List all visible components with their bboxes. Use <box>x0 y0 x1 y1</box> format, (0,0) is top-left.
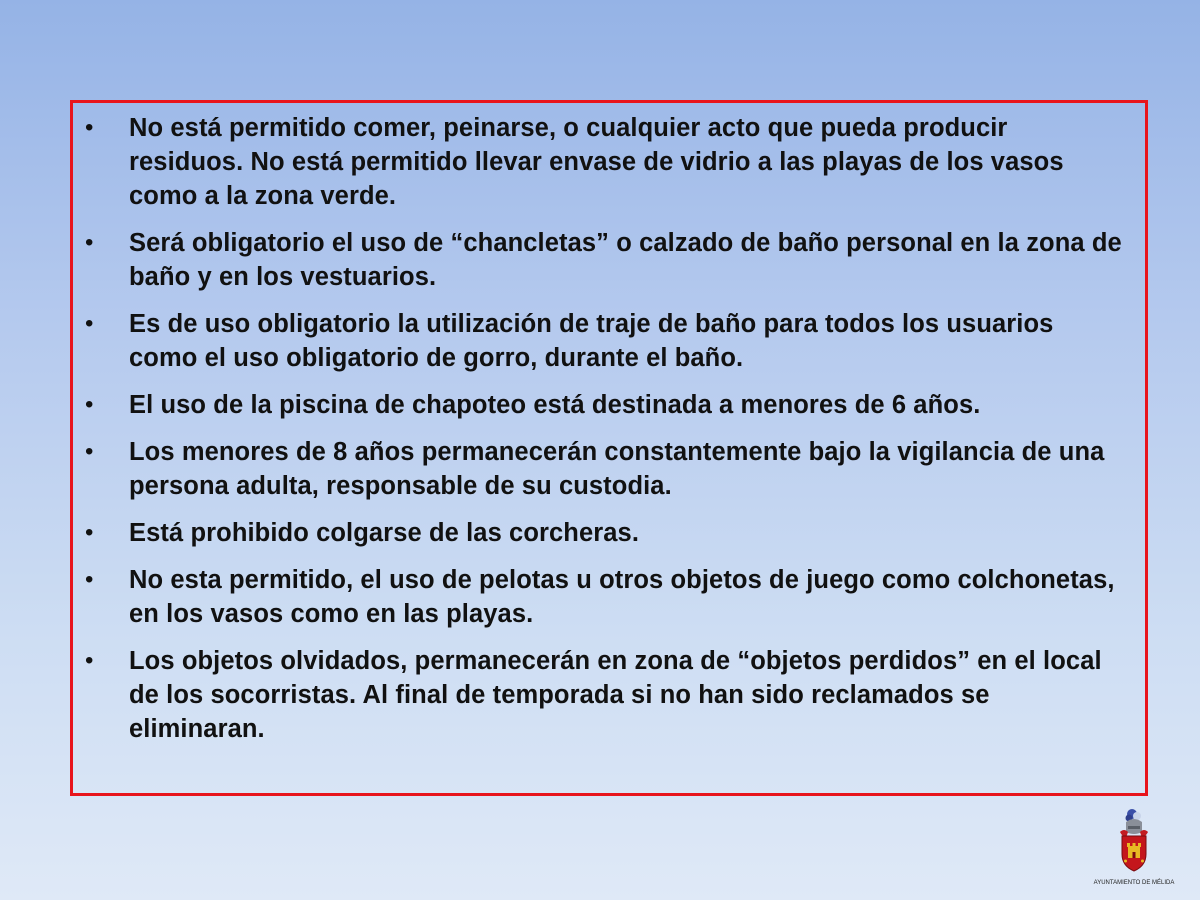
rule-item <box>73 644 1125 746</box>
bullet: • <box>85 310 94 337</box>
bullet: • <box>85 566 94 593</box>
bullet: • <box>85 391 94 418</box>
bullet: • <box>85 438 94 465</box>
rules-box <box>70 100 1148 796</box>
rule-text: Está prohibido colgarse de las corcheras. <box>129 519 640 547</box>
rule-item <box>73 563 1125 631</box>
bullet: • <box>85 647 94 674</box>
rule-item <box>73 111 1125 213</box>
bullet: • <box>85 229 94 256</box>
rule-item <box>73 388 1125 422</box>
coat-of-arms-icon <box>1114 808 1154 874</box>
rule-text: No está permitido comer, peinarse, o cualquier acto que pueda producir residuos. No está permitido llevar envase de vidrio a las playas de los vasos como a la zona verde. <box>129 114 1064 210</box>
rule-item <box>73 226 1125 294</box>
municipal-logo <box>1092 808 1176 896</box>
rules-list <box>73 103 1145 746</box>
bullet: • <box>85 114 94 141</box>
rule-text: No esta permitido, el uso de pelotas u otros objetos de juego como colchonetas, en los vasos como en las playas. <box>129 566 1115 628</box>
logo-caption: AYUNTAMIENTO DE MÉLIDA <box>1093 880 1175 886</box>
rule-text: El uso de la piscina de chapoteo está destinada a menores de 6 años. <box>129 391 981 419</box>
rule-item <box>73 307 1125 375</box>
rule-item <box>73 435 1125 503</box>
rule-text: Es de uso obligatorio la utilización de traje de baño para todos los usuarios como el uso obligatorio de gorro, durante el baño. <box>129 310 1054 372</box>
rule-item <box>73 516 1125 550</box>
rule-text: Será obligatorio el uso de “chancletas” o calzado de baño personal en la zona de baño y en los vestuarios. <box>129 229 1122 291</box>
rule-text: Los objetos olvidados, permanecerán en zona de “objetos perdidos” en el local de los socorristas. Al final de temporada si no han sido reclamados se eliminaran. <box>129 647 1102 743</box>
rule-text: Los menores de 8 años permanecerán constantemente bajo la vigilancia de una persona adulta, responsable de su custodia. <box>129 438 1105 500</box>
bullet: • <box>85 519 94 546</box>
